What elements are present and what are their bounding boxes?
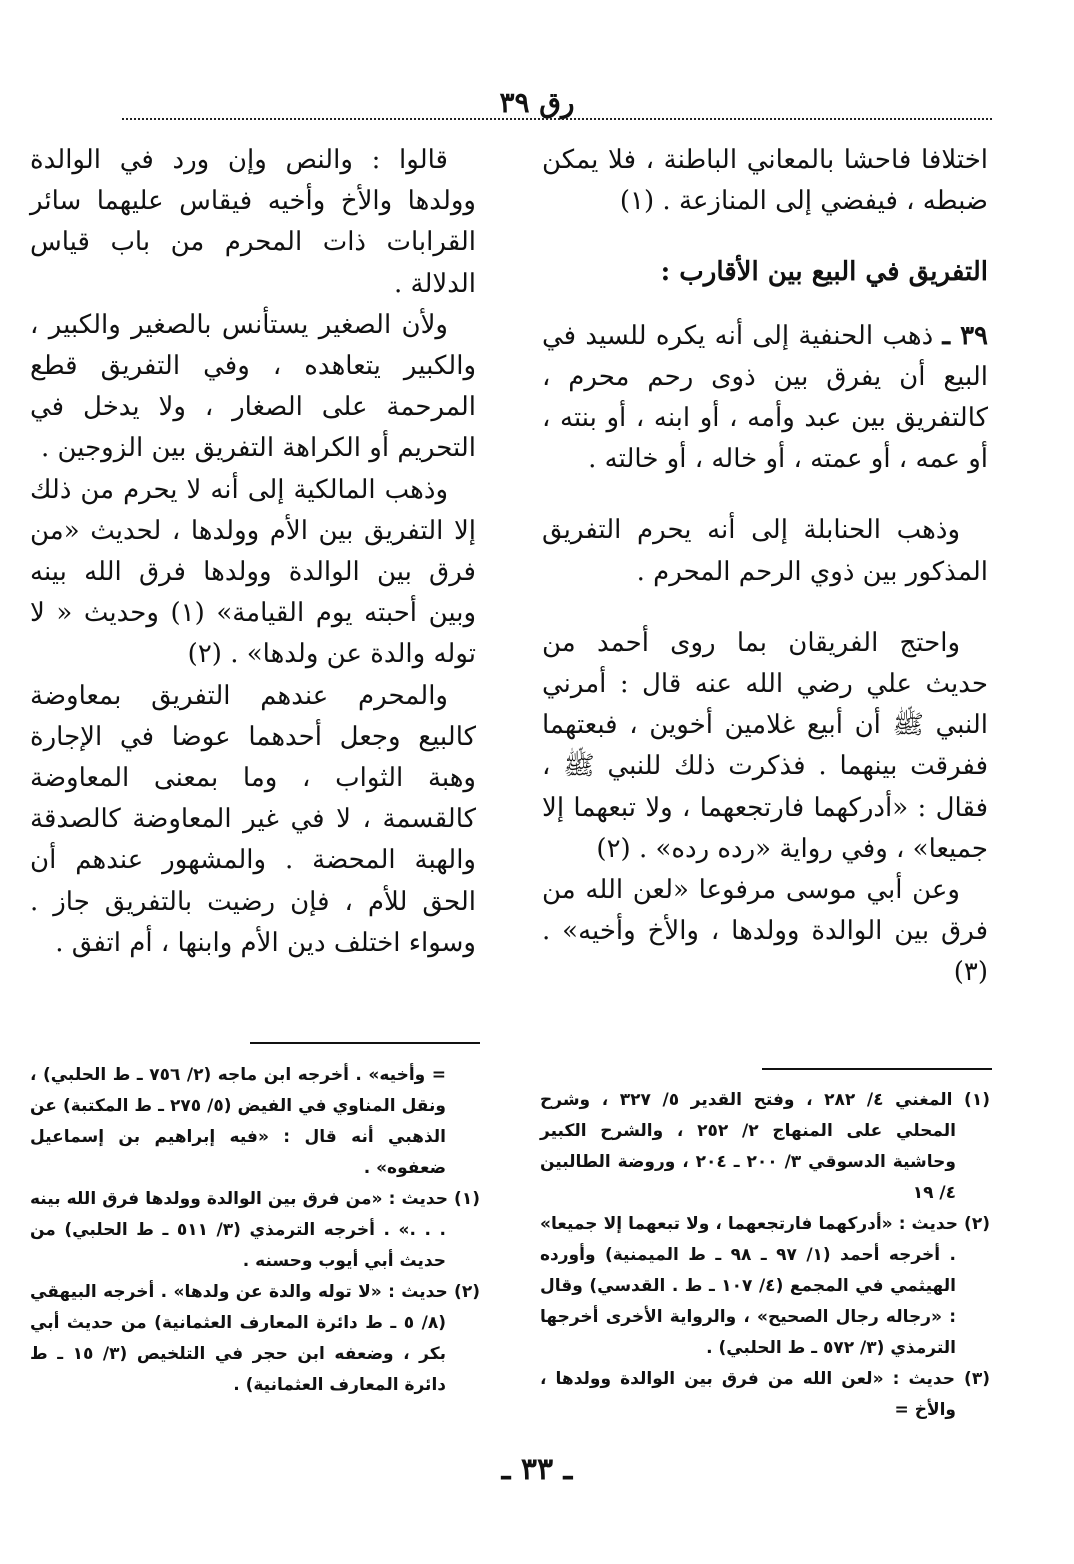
paragraph: واحتج الفريقان بما روى أحمد من حديث علي رضي الله عنه قال : أمرني النبي ﷺ أن أبيع غلامين أخوين ، فبعتهما ففرقت بينهما . فذكرت ذلك للنبي ﷺ ، فقال : «أدركهما فارتجعهما ، ولا تبعهما إلا جميعا» ، وفي رواية «رده رده» . (٢) <box>542 627 988 864</box>
paragraph: والمحرم عندهم التفريق بمعاوضة كالبيع وجعل أحدهما عوضا في الإجارة وهبة الثواب ، وما بمعنى المعاوضة كالقسمة ، لا في غير المعاوضة كالصدقة والهبة المحضة . والمشهور عندهم أن الحق للأم ، فإن رضيت بالتفريق جاز . وسواء اختلف دين الأم وابنها ، أم اتفق . <box>30 680 476 958</box>
footnote-2: (٢) حديث : «أدركهما فارتجعهما ، ولا تبعهما إلا جميعا» . أخرجه أحمد (١/ ٩٧ ـ ٩٨ ـ ط الميمنية) وأورده الهيثمي في المجمع (٤/ ١٠٧ ـ ط . القدسي) وقال : «رجاله رجال الصحيح» ، والرواية الأخرى أخرجها الترمذي (٣/ ٥٧٢ ـ ط الحلبي) . <box>540 1214 990 1358</box>
footnotes-left <box>30 1060 480 1401</box>
header-dotted-rule <box>122 118 992 120</box>
footnote-3: (٣) حديث : «لعن الله من فرق بين الوالدة وولدها ، والأخ = <box>540 1369 990 1420</box>
right-column <box>542 140 988 994</box>
paragraph-number: ٣٩ ـ <box>942 320 989 351</box>
paragraph: ولأن الصغير يستأنس بالصغير والكبير ، والكبير يتعاهده ، وفي التفريق قطع المرحمة على الصغار ، ولا يدخل في التحريم أو الكراهة التفريق بين الزوجين . <box>30 309 476 464</box>
paragraph-39 <box>542 316 988 481</box>
paragraph-text: ذهب الحنفية إلى أنه يكره للسيد في البيع أن يفرق بين ذوى رحم محرم ، كالتفريق بين عبد وأمه ، أو ابنه ، أو بنته ، أو عمه ، أو عمته ، أو خاله ، أو خالته . <box>542 320 988 475</box>
running-header: رق ٣٩ <box>499 86 575 119</box>
page-number: ـ ٣٣ ـ <box>501 1452 573 1487</box>
footnote-1: (١) حديث : «من فرق بين الوالدة وولدها فرق الله بينه . . .» . أخرجه الترمذي (٣/ ٥١١ ـ ط الحلبي) من حديث أبي أيوب وحسنه . <box>30 1189 480 1271</box>
paragraph: وذهب المالكية إلى أنه لا يحرم من ذلك إلا التفريق بين الأم وولدها ، لحديث «من فرق بين الوالدة وولدها فرق الله بينه وبين أحبته يوم القيامة» (١) وحديث « لا توله والدة عن ولدها» . (٢) <box>30 474 476 670</box>
paragraph: قالوا : والنص وإن ورد في الوالدة وولدها والأخ وأخيه فيقاس عليهما سائر القرابات ذات المحرم من باب قياس الدلالة . <box>30 145 476 299</box>
paragraph: وعن أبي موسى مرفوعا «لعن الله من فرق بين الوالدة وولدها ، والأخ وأخيه» . (٣) <box>542 875 988 988</box>
footnote-continuation: = وأخيه» . أخرجه ابن ماجه (٢/ ٧٥٦ ـ ط الحلبي) ، ونقل المناوي في الفيض (٥/ ٢٧٥ ـ ط المكتبة) عن الذهبي أنه قال : «فيه إبراهيم بن إسماعيل ضعفوه» . <box>30 1065 446 1178</box>
paragraph: وذهب الحنابلة إلى أنه يحرم التفريق المذكور بين ذوي الرحم المحرم . <box>542 515 988 587</box>
footnotes-right <box>540 1085 990 1426</box>
footnote-1: (١) المغني ٤/ ٢٨٢ ، وفتح القدير ٥/ ٣٢٧ ، وشرح المحلي على المنهاج ٢/ ٢٥٢ ، والشرح الكبير وحاشية الدسوقي ٣/ ٢٠٠ ـ ٢٠٤ ، وروضة الطالبين ٤/ ١٩ <box>540 1090 990 1203</box>
section-heading: التفريق في البيع بين الأقارب : <box>660 257 988 288</box>
footnote-rule-left <box>250 1042 480 1044</box>
footnote-rule-right <box>762 1068 992 1070</box>
paragraph: اختلافا فاحشا بالمعاني الباطنة ، فلا يمكن ضبطه ، فيفضي إلى المنازعة . (١) <box>542 145 988 217</box>
footnote-2: (٢) حديث : «لا توله والدة عن ولدها» . أخرجه البيهقي (٨/ ٥ ـ ط دائرة المعارف العثمانية) من حديث أبي بكر ، وضعفه ابن حجر في التلخيص (٣/ ١٥ ـ ط دائرة المعارف العثمانية) . <box>30 1282 480 1395</box>
left-column <box>30 140 476 964</box>
